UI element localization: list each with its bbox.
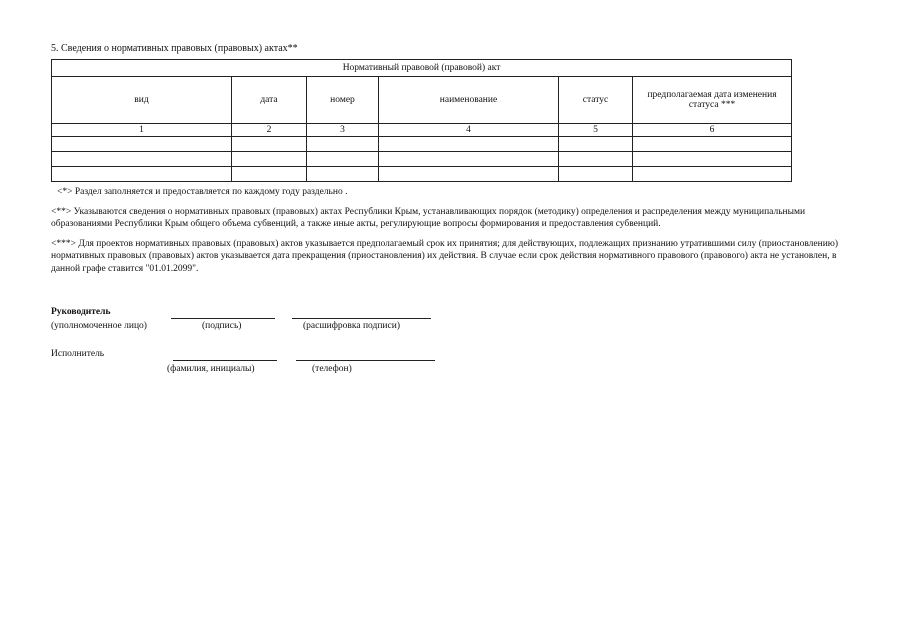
column-number: 1 [52,124,232,137]
table-cell[interactable] [633,152,792,167]
column-number: 4 [379,124,559,137]
table-cell[interactable] [307,137,379,152]
executor-name-line[interactable] [173,360,277,361]
table-row [52,167,792,182]
table-cell[interactable] [559,137,633,152]
table-cell[interactable] [52,167,232,182]
phone-caption: (телефон) [312,364,352,374]
footnote-1: <*> Раздел заполняется и предоставляется по каждому году раздельно . [57,187,348,197]
column-header-type: вид [52,77,232,124]
table-cell[interactable] [52,137,232,152]
column-header-date: дата [232,77,307,124]
name-caption: (фамилия, инициалы) [167,364,255,374]
column-header-status: статус [559,77,633,124]
table-cell[interactable] [559,167,633,182]
acts-table [51,59,792,182]
head-label: Руководитель [51,307,111,317]
section-title: 5. Сведения о нормативных правовых (правовых) актах** [51,43,298,54]
column-header-number: номер [307,77,379,124]
table-cell[interactable] [232,137,307,152]
table-cell[interactable] [559,152,633,167]
table-cell[interactable] [379,152,559,167]
table-cell[interactable] [633,167,792,182]
table-cell[interactable] [379,137,559,152]
table-cell[interactable] [52,152,232,167]
column-number: 3 [307,124,379,137]
table-cell[interactable] [232,167,307,182]
transcript-caption: (расшифровка подписи) [303,321,400,331]
footnote-2: <**> Указываются сведения о нормативных правовых (правовых) актах Республики Крым, устанавливающих порядок (методику) определения и распределения между муниципальными образованиями Республики Крым общего объема субвенций, а также иные акты, регулирующие вопросы формирования и предоставления субвенций. [51,206,806,230]
head-sub-label: (уполномоченное лицо) [51,321,147,331]
table-cell[interactable] [307,152,379,167]
table-cell[interactable] [379,167,559,182]
footnotes [51,186,851,283]
column-header-name: наименование [379,77,559,124]
executor-phone-line[interactable] [296,360,435,361]
transcript-line[interactable] [292,318,431,319]
executor-label: Исполнитель [51,349,105,359]
signature-caption: (подпись) [202,321,242,331]
table-row [52,152,792,167]
column-number: 6 [633,124,792,137]
footnote-3: <***> Для проектов нормативных правовых (правовых) актов указывается предполагаемый срок их принятия; для действующих, подлежащих признанию утратившими силу (приостановлению) нормативных правовых (правовых) актов указывается дата прекращения (приостановления) их действия. В случае если срок действия нормативного правового (правового) акта не установлен, в данной графе ставится "01.01.2099". [51,238,839,274]
column-number: 2 [232,124,307,137]
table-group-header: Нормативный правовой (правовой) акт [52,60,792,77]
table-cell[interactable] [232,152,307,167]
table-row [52,137,792,152]
column-number: 5 [559,124,633,137]
column-header-status-change-date: предполагаемая дата изменения статуса *** [633,77,792,124]
table-cell[interactable] [307,167,379,182]
table-cell[interactable] [633,137,792,152]
signature-line[interactable] [171,318,275,319]
